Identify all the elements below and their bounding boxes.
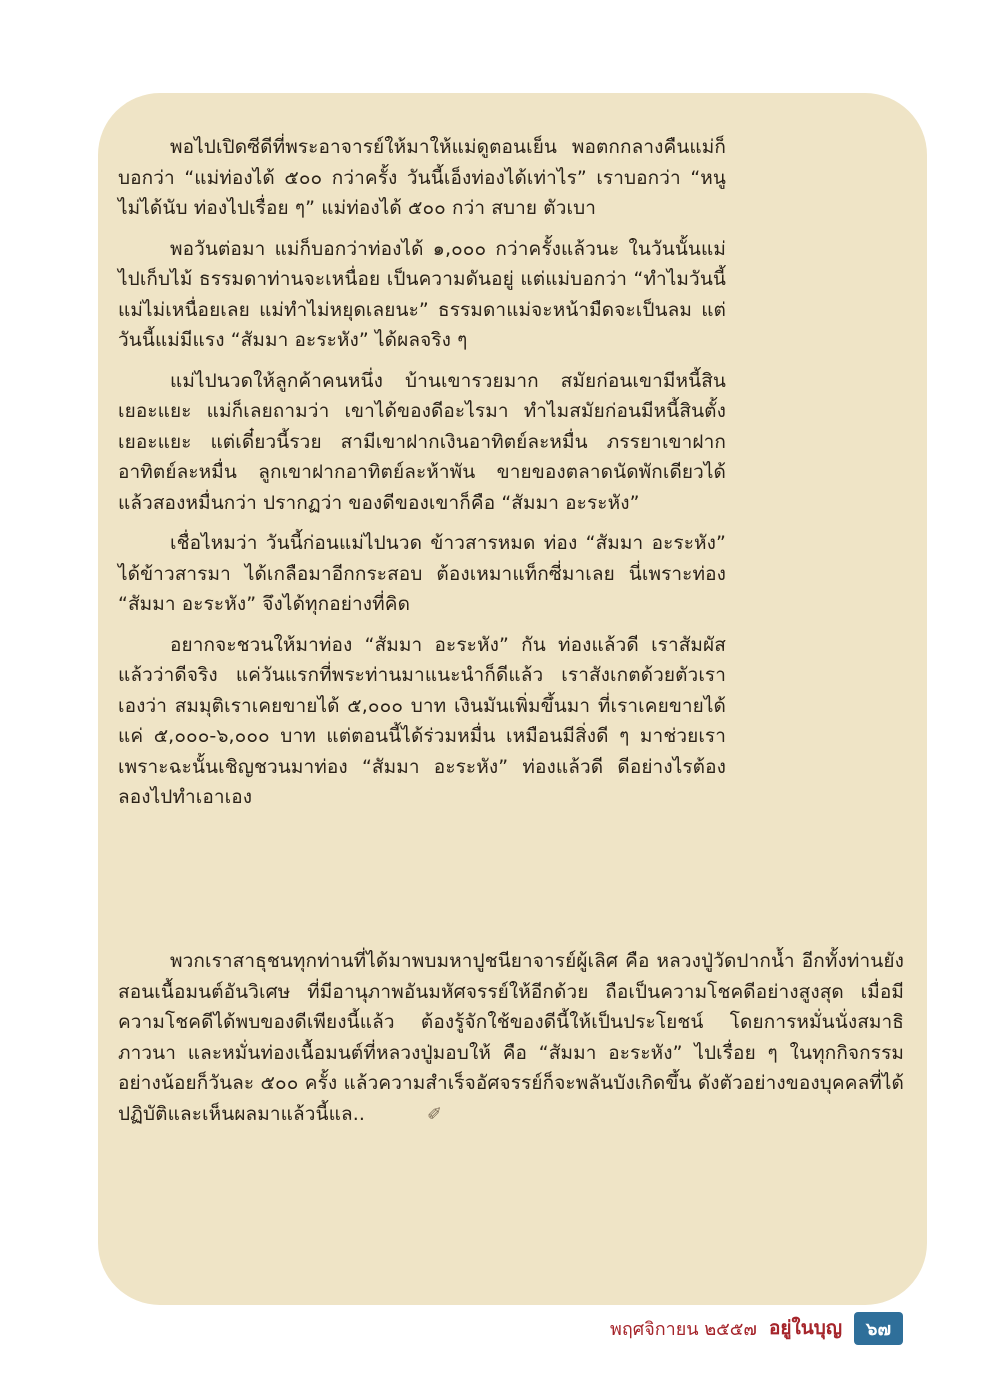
paragraph-4: เชื่อไหมว่า วันนี้ก่อนแม่ไปนวด ข้าวสารหมด ท่อง “สัมมา อะระหัง” ได้ข้าวสารมา ได้เกลือมาอีกกระสอบ ต้องเหมาแท็กซี่มาเลย นี่เพราะท่อง “สัมมา อะระหัง” จึงได้ทุกอย่างที่คิด [118,532,726,615]
conclusion-section [118,946,904,1130]
paragraph-1: พอไปเปิดซีดีที่พระอาจารย์ให้มาให้แม่ดูตอนเย็น พอตกกลางคืนแม่ก็บอกว่า “แม่ท่องได้ ๕๐๐ กว่าครั้ง วันนี้เอ็งท่องได้เท่าไร” เราบอกว่า “หนูไม่ได้นับ ท่องไปเรื่อย ๆ” แม่ท่องได้ ๕๐๐ กว่า สบาย ตัวเบา [118,136,726,219]
paragraph-2: พอวันต่อมา แม่ก็บอกว่าท่องได้ ๑,๐๐๐ กว่าครั้งแล้วนะ ในวันนั้นแม่ไปเก็บไม้ ธรรมดาท่านจะเหนื่อย เป็นความดันอยู่ แต่แม่บอกว่า “ทำไมวันนี้แม่ไม่เหนื่อยเลย แม่ทำไม่หยุดเลยนะ” ธรรมดาแม่จะหน้ามืดจะเป็นลม แต่วันนี้แม่มีแรง “สัมมา อะระหัง” ได้ผลจริง ๆ [118,237,726,351]
testimony-section [118,132,726,813]
conclusion-text: พวกเราสาธุชนทุกท่านที่ได้มาพบมหาปูชนียาจารย์ผู้เลิศ คือ หลวงปู่วัดปากน้ำ อีกทั้งท่านยังสอนเนื้อมนต์อันวิเศษ ที่มีอานุภาพอันมหัศจรรย์ให้อีกด้วย ถือเป็นความโชคดีอย่างสูงสุด เมื่อมีความโชคดีได้พบของดีเพียงนี้แล้ว ต้องรู้จักใช้ของดีนี้ให้เป็นประโยชน์ โดยการหมั่นนั่งสมาธิภาวนา และหมั่นท่องเนื้อมนต์ที่หลวงปู่มอบให้ คือ “สัมมา อะระหัง” ไปเรื่อย ๆ ในทุกกิจกรรมอย่างน้อยก็วันละ ๕๐๐ ครั้ง แล้วความสำเร็จอัศจรรย์ก็จะพลันบังเกิดขึ้น ดังตัวอย่างของบุคคลที่ได้ปฏิบัติและเห็นผลมาแล้วนี้แล.. [118,950,904,1125]
conclusion-paragraph [118,946,904,1130]
page-footer [610,1313,903,1343]
paragraph-5: อยากจะชวนให้มาท่อง “สัมมา อะระหัง” กัน ท่องแล้วดี เราสัมผัสแล้วว่าดีจริง แค่วันแรกที่พระท่านมาแนะนำก็ดีแล้ว เราสังเกตด้วยตัวเราเองว่า สมมุติเราเคยขายได้ ๕,๐๐๐ บาท เงินมันเพิ่มขึ้นมา ที่เราเคยขายได้แค่ ๕,๐๐๐-๖,๐๐๐ บาท แต่ตอนนี้ได้ร่วมหมื่น เหมือนมีสิ่งดี ๆ มาช่วยเรา เพราะฉะนั้นเชิญชวนมาท่อง “สัมมา อะระหัง” ท่องแล้วดี ดีอย่างไรต้องลองไปทำเอาเอง [118,633,726,808]
issue-date: พฤศจิกายน ๒๕๕๗ [610,1318,757,1340]
paragraph-3: แม่ไปนวดให้ลูกค้าคนหนึ่ง บ้านเขารวยมาก สมัยก่อนเขามีหนี้สินเยอะแยะ แม่ก็เลยถามว่า เขาได้ของดีอะไรมา ทำไมสมัยก่อนมีหนี้สินตั้งเยอะแยะ แต่เดี๋ยวนี้รวย สามีเขาฝากเงินอาทิตย์ละหมื่น ภรรยาเขาฝากอาทิตย์ละหมื่น ลูกเขาฝากอาทิตย์ละห้าพัน ขายของตลาดนัดพักเดียวได้แล้วสองหมื่นกว่า ปรากฏว่า ของดีของเขาก็คือ “สัมมา อะระหัง” [118,369,726,514]
page-number-badge: ๖๗ [854,1312,903,1345]
quill-end-mark-icon: ✐ [427,1103,443,1125]
magazine-name: อยู่ในบุญ [768,1317,843,1339]
